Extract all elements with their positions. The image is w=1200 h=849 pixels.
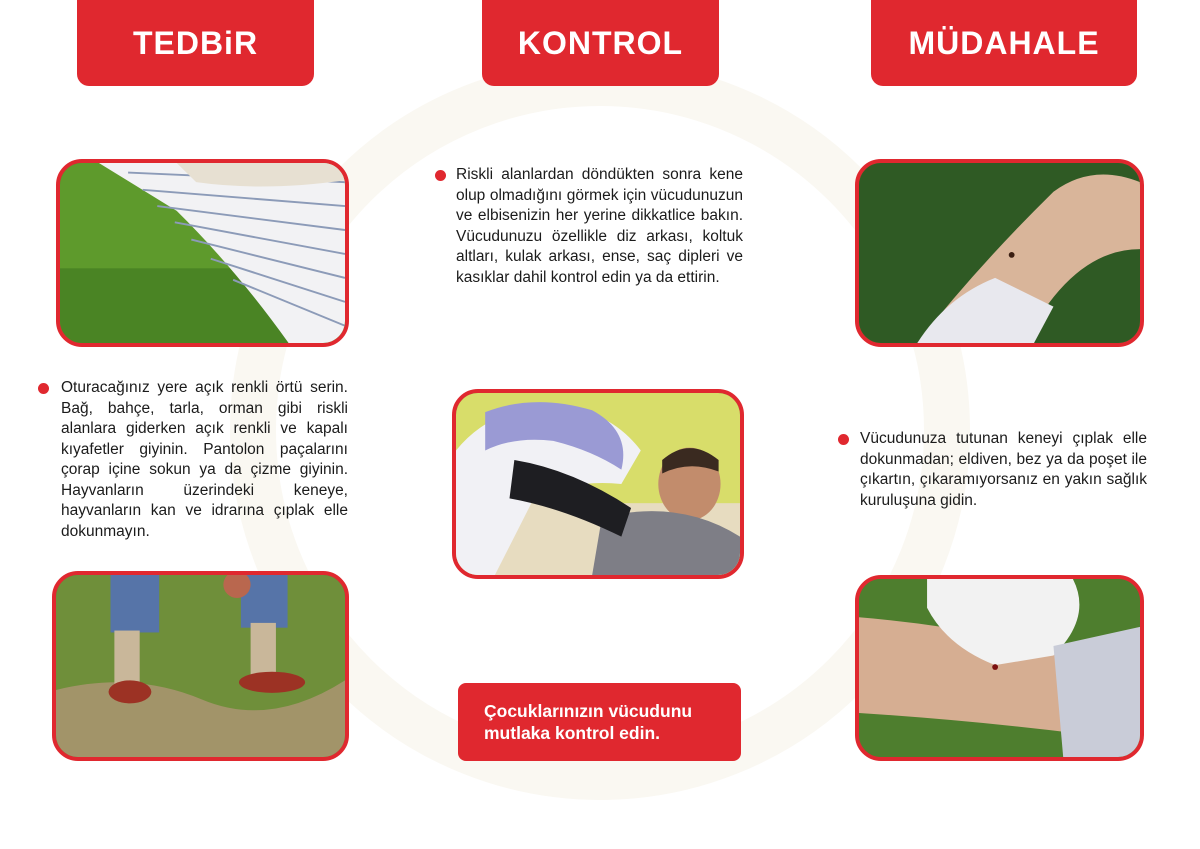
header-tedbir: TEDBiR [77, 0, 314, 86]
callout-kontrol: Çocuklarınızın vücudunu mutlaka kontrol edin. [458, 683, 741, 761]
bullet-dot [38, 383, 49, 394]
photo-checking-neck [452, 389, 744, 579]
header-mudahale: MÜDAHALE [871, 0, 1137, 86]
photo-removing-tick [855, 575, 1144, 761]
bullet-dot [435, 170, 446, 181]
photo-socks-over-trousers [52, 571, 349, 761]
tedbir-text: Oturacağınız yere açık renkli örtü serin. Bağ, bahçe, tarla, orman gibi riskli alanlara giderken açık renkli ve kapalı kıyafetler giyinin. Pantolon paçalarını çorap içine sokun ya da çizme giyinin. Hayvanların üzerindeki keneye, hayvanların kan ve idrarına çıplak elle dokunmayın. [61, 379, 348, 540]
kontrol-text: Riskli alanlardan döndükten sonra kene olup olmadığını görmek için vücudunuzun ve elbisenizin her yerine dikkatlice bakın. Vücudunuzu özellikle diz arkası, koltuk altları, kulak arkası, ense, saç dipleri ve kasıklar dahil kontrol edin ya da ettirin. [456, 166, 743, 286]
photo-blanket-on-grass [56, 159, 349, 347]
bullet-dot [838, 434, 849, 445]
photo-tick-on-arm [855, 159, 1144, 347]
mudahale-text: Vücudunuza tutunan keneyi çıplak elle dokunmadan; eldiven, bez ya da poşet ile çıkartın, çıkaramıyorsanız en yakın sağlık kuruluşuna gidin. [860, 430, 1147, 509]
header-kontrol: KONTROL [482, 0, 719, 86]
